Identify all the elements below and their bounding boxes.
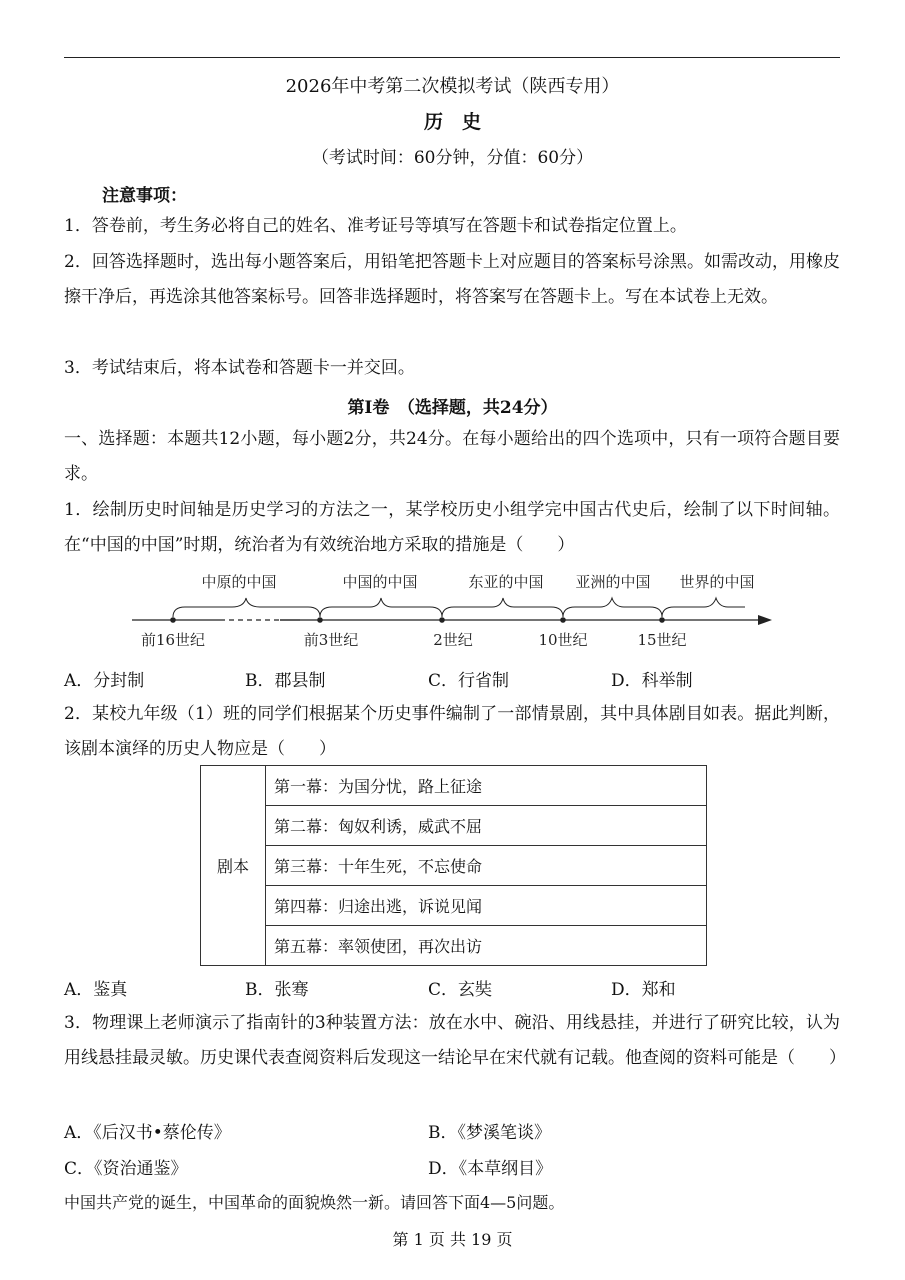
notice-heading: 注意事项： (102, 186, 187, 206)
act-5: 第五幕：率领使团，再次出访 (266, 926, 707, 966)
tick-label-5: 15世纪 (637, 631, 687, 649)
script-label: 剧本 (201, 766, 266, 966)
q3-option-c: C．《资治通鉴》 (64, 1159, 188, 1179)
q2-option-c: C．玄奘 (428, 980, 493, 1000)
timeline-diagram (120, 565, 790, 655)
q3-option-b: B．《梦溪笔谈》 (428, 1123, 551, 1143)
script-table (200, 765, 707, 966)
table-row (201, 926, 707, 966)
period-label-1: 中原的中国 (201, 573, 277, 591)
period-label-3: 东亚的中国 (468, 573, 544, 591)
table-row (201, 806, 707, 846)
q3-option-d: D．《本草纲目》 (428, 1159, 553, 1179)
period-label-2: 中国的中国 (342, 573, 418, 591)
table-row (201, 846, 707, 886)
question-1-stem: 1．绘制历史时间轴是历史学习的方法之一，某学校历史小组学完中国古代史后，绘制了以下时间轴。在“中国的中国”时期，统治者为有效统治地方采取的措施是（ ） (64, 500, 840, 555)
tick-point-2 (317, 617, 323, 623)
q1-option-c: C．行省制 (428, 671, 510, 691)
brace-2 (320, 598, 442, 617)
question-3-stem: 3．物理课上老师演示了指南针的3种装置方法：放在水中、碗沿、用线悬挂，并进行了研究比较，认为用线悬挂最灵敏。历史课代表查阅资料后发现这一结论早在宋代就有记载。他查阅的资料可能是（ ） (64, 1013, 846, 1068)
top-rule (64, 57, 840, 58)
q2-option-d: D．郑和 (611, 980, 676, 1000)
notice-item-1: 1．答卷前，考生务必将自己的姓名、准考证号等填写在答题卡和试卷指定位置上。 (64, 216, 687, 236)
brace-5 (662, 598, 745, 617)
exam-info: （考试时间：60分钟，分值：60分） (311, 148, 594, 168)
brace-4 (563, 598, 662, 617)
section-instruction: 一、选择题：本题共12小题，每小题2分，共24分。在每小题给出的四个选项中，只有一项符合题目要求。 (64, 429, 840, 484)
tick-point-4 (560, 617, 566, 623)
act-3: 第三幕：十年生死，不忘使命 (266, 846, 707, 886)
tick-point-3 (439, 617, 445, 623)
q2-option-b: B．张骞 (245, 980, 309, 1000)
section-title: 第Ⅰ卷 （选择题，共24分） (347, 398, 558, 418)
notice-item-2: 2．回答选择题时，选出每小题答案后，用铅笔把答题卡上对应题目的答案标号涂黑。如需改动，用橡皮擦干净后，再选涂其他答案标号。回答非选择题时，将答案写在答题卡上。写在本试卷上无效。 (64, 252, 840, 307)
period-label-4: 亚洲的中国 (575, 573, 651, 591)
q1-option-d: D．科举制 (611, 671, 693, 691)
lead-in-text: 中国共产党的诞生，中国革命的面貌焕然一新。请回答下面4—5问题。 (64, 1193, 565, 1212)
q3-option-a: A．《后汉书•蔡伦传》 (64, 1123, 231, 1143)
brace-3 (442, 598, 563, 617)
brace-1 (173, 598, 320, 617)
tick-label-1: 前16世纪 (140, 631, 206, 649)
tick-point-1 (170, 617, 176, 623)
question-2-stem: 2．某校九年级（1）班的同学们根据某个历史事件编制了一部情景剧，其中具体剧目如表。据此判断，该剧本演绎的历史人物应是（ ） (64, 704, 840, 759)
act-2: 第二幕：匈奴利诱，威武不屈 (266, 806, 707, 846)
tick-label-4: 10世纪 (538, 631, 588, 649)
table-row (201, 886, 707, 926)
q1-option-a: A．分封制 (64, 671, 145, 691)
tick-label-3: 2世纪 (433, 631, 473, 649)
subject-title: 历 史 (423, 111, 481, 133)
q2-option-a: A．鉴真 (64, 980, 128, 1000)
page-footer: 第 1 页 共 19 页 (392, 1230, 513, 1249)
q1-option-b: B．郡县制 (245, 671, 326, 691)
act-1: 第一幕：为国分忧，路上征途 (266, 766, 707, 806)
table-row (201, 766, 707, 806)
period-label-5: 世界的中国 (679, 573, 755, 591)
tick-point-5 (659, 617, 665, 623)
exam-title: 2026年中考第二次模拟考试（陕西专用） (285, 76, 620, 97)
notice-item-3: 3．考试结束后，将本试卷和答题卡一并交回。 (64, 358, 415, 378)
act-4: 第四幕：归途出逃，诉说见闻 (266, 886, 707, 926)
tick-label-2: 前3世纪 (303, 631, 359, 649)
